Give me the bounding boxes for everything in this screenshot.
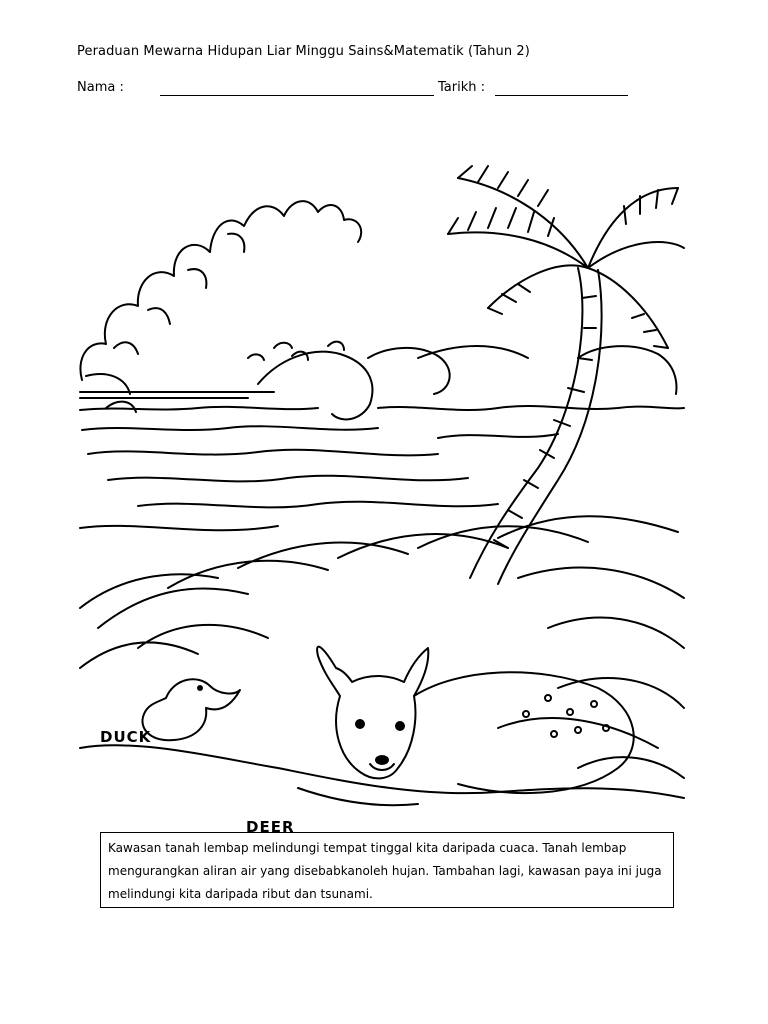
date-label: Tarikh : bbox=[438, 80, 485, 95]
name-date-row bbox=[77, 80, 637, 100]
grass-fronds bbox=[80, 516, 678, 628]
deer-label: DEER bbox=[246, 818, 295, 834]
deer-outline bbox=[317, 647, 428, 779]
name-blank-line bbox=[160, 95, 434, 96]
caption-box bbox=[100, 832, 674, 908]
page-title: Peraduan Mewarna Hidupan Liar Minggu Sains&Matematik (Tahun 2) bbox=[77, 44, 530, 59]
palm-fronds bbox=[448, 178, 684, 348]
duck-outline bbox=[142, 679, 240, 740]
deer-body bbox=[414, 672, 634, 793]
coloring-illustration bbox=[78, 108, 686, 834]
cloud-outline bbox=[80, 201, 361, 380]
date-blank-line bbox=[495, 95, 628, 96]
caption-text: Kawasan tanah lembap melindungi tempat tinggal kita daripada cuaca. Tanah lembap mengurangkan aliran air yang disebabkanoleh hujan. Tambahan lagi, kawasan paya ini juga melindungi kita daripada ribut dan tsunami. bbox=[108, 841, 662, 901]
duck-label: DUCK bbox=[100, 728, 152, 746]
illustration-svg bbox=[78, 108, 686, 834]
name-label: Nama : bbox=[77, 80, 124, 95]
